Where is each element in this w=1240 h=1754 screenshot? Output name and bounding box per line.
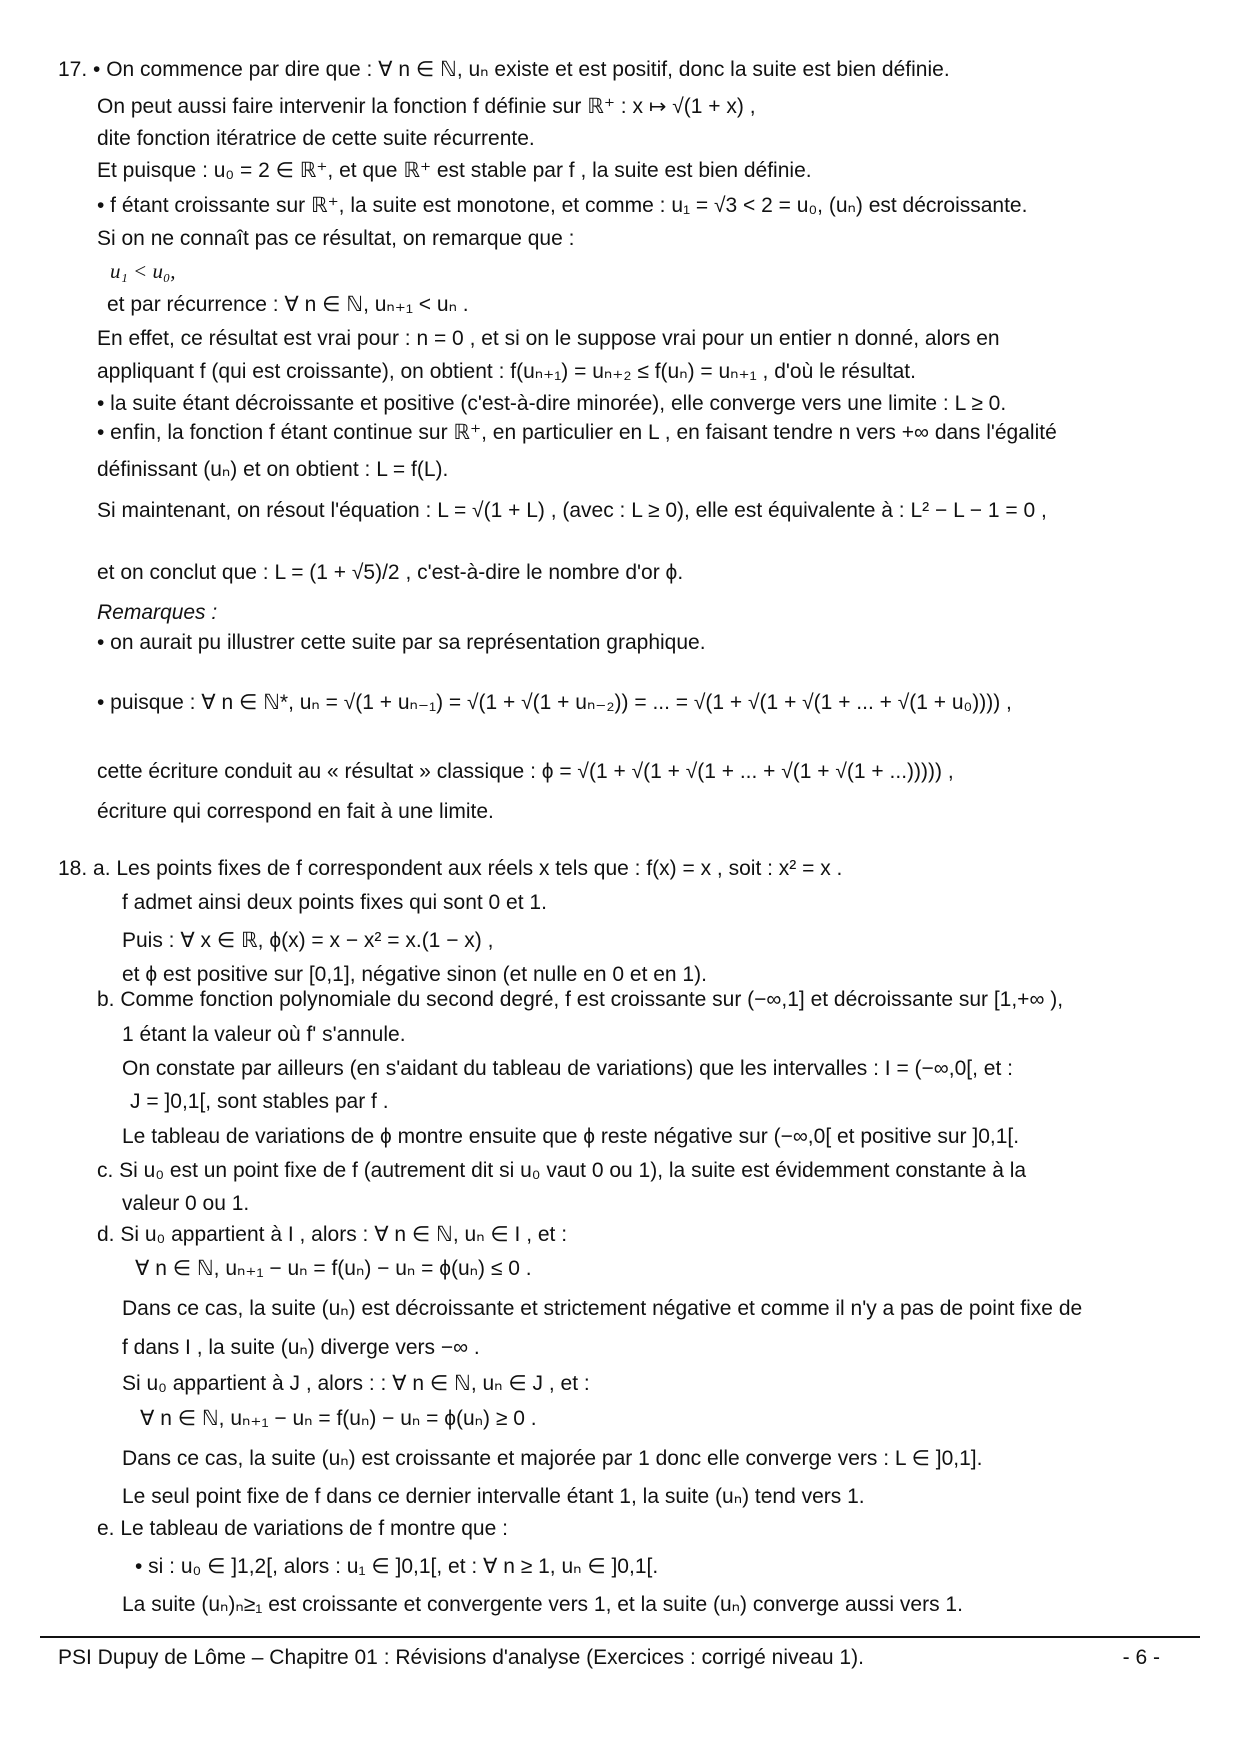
- ex17-line: • f étant croissante sur ℝ⁺, la suite est monotone, et comme : u₁ = √3 < 2 = u₀, (uₙ) est décroissante.: [97, 194, 1028, 217]
- ex17-line: En effet, ce résultat est vrai pour : n = 0 , et si on le suppose vrai pour un entier n donné, alors en: [97, 327, 1000, 350]
- ex18-line: 1 étant la valeur où f' s'annule.: [122, 1023, 406, 1046]
- ex17-line: • on aurait pu illustrer cette suite par sa représentation graphique.: [97, 631, 706, 654]
- ex18-line: f admet ainsi deux points fixes qui sont 0 et 1.: [122, 891, 547, 914]
- ex18-line: Le tableau de variations de ϕ montre ensuite que ϕ reste négative sur (−∞,0[ et positive sur ]0,1[.: [122, 1125, 1020, 1148]
- page-number: - 6 -: [1122, 1646, 1160, 1669]
- ex17-line: et on conclut que : L = (1 + √5)/2 , c'est-à-dire le nombre d'or ϕ.: [97, 561, 684, 584]
- footer-divider: [40, 1636, 1200, 1638]
- ex18-line: Le seul point fixe de f dans ce dernier intervalle étant 1, la suite (uₙ) tend vers 1.: [122, 1485, 865, 1508]
- ex18-line: d. Si u₀ appartient à I , alors : ∀ n ∈ ℕ, uₙ ∈ I , et :: [97, 1223, 568, 1246]
- ex17-line: Si on ne connaît pas ce résultat, on remarque que :: [97, 227, 575, 250]
- ex18-line: c. Si u₀ est un point fixe de f (autrement dit si u₀ vaut 0 ou 1), la suite est évidemment constante à la: [97, 1159, 1027, 1182]
- ex17-line: • puisque : ∀ n ∈ ℕ*, uₙ = √(1 + uₙ₋₁) = √(1 + √(1 + uₙ₋₂)) = ... = √(1 + √(1 + √(1 + ... + √(1 + u₀)))) ,: [97, 691, 1012, 714]
- ex17-line: 17. • On commence par dire que : ∀ n ∈ ℕ, uₙ existe et est positif, donc la suite est bien définie.: [58, 58, 950, 81]
- ex17-line: Si maintenant, on résout l'équation : L = √(1 + L) , (avec : L ≥ 0), elle est équivalente à : L² − L − 1 = 0 ,: [97, 499, 1047, 522]
- ex18-formula: ∀ n ∈ ℕ, uₙ₊₁ − uₙ = f(uₙ) − uₙ = ϕ(uₙ) ≤ 0 .: [135, 1257, 532, 1280]
- ex18-line: Si u₀ appartient à J , alors : : ∀ n ∈ ℕ, uₙ ∈ J , et :: [122, 1372, 590, 1395]
- ex18-line: On constate par ailleurs (en s'aidant du tableau de variations) que les intervalles : I = (−∞,0[, et :: [122, 1057, 1013, 1080]
- ex18-line: Dans ce cas, la suite (uₙ) est décroissante et strictement négative et comme il n'y a pas de point fixe de: [122, 1297, 1083, 1320]
- footer-title: PSI Dupuy de Lôme – Chapitre 01 : Révisions d'analyse (Exercices : corrigé niveau 1).: [58, 1646, 864, 1669]
- ex18-line: Dans ce cas, la suite (uₙ) est croissante et majorée par 1 donc elle converge vers : L ∈ ]0,1].: [122, 1447, 983, 1470]
- ex17-line: • la suite étant décroissante et positive (c'est-à-dire minorée), elle converge vers une limite : L ≥ 0.: [97, 392, 1007, 415]
- ex18-line: valeur 0 ou 1.: [122, 1192, 250, 1215]
- ex17-line: définissant (uₙ) et on obtient : L = f(L).: [97, 458, 449, 481]
- ex18-line: 18. a. Les points fixes de f correspondent aux réels x tels que : f(x) = x , soit : x² = x .: [58, 857, 843, 880]
- ex18-line: b. Comme fonction polynomiale du second degré, f est croissante sur (−∞,1] et décroissante sur [1,+∞ ),: [97, 988, 1064, 1011]
- ex18-line: Puis : ∀ x ∈ ℝ, ϕ(x) = x − x² = x.(1 − x) ,: [122, 929, 494, 952]
- ex18-line: La suite (uₙ)ₙ≥₁ est croissante et convergente vers 1, et la suite (uₙ) converge aussi vers 1.: [122, 1593, 963, 1616]
- remarks-heading: Remarques :: [97, 601, 218, 624]
- ex17-line: Et puisque : u₀ = 2 ∈ ℝ⁺, et que ℝ⁺ est stable par f , la suite est bien définie.: [97, 159, 812, 182]
- ex17-line: • enfin, la fonction f étant continue sur ℝ⁺, en particulier en L , en faisant tendre n vers +∞ dans l'égalité: [97, 421, 1057, 444]
- ex17-formula: u₁ < u₀,: [110, 259, 176, 283]
- ex17-line: On peut aussi faire intervenir la fonction f définie sur ℝ⁺ : x ↦ √(1 + x) ,: [97, 95, 756, 118]
- ex17-line: appliquant f (qui est croissante), on obtient : f(uₙ₊₁) = uₙ₊₂ ≤ f(uₙ) = uₙ₊₁ , d'où le résultat.: [97, 360, 916, 383]
- ex18-line: et ϕ est positive sur [0,1], négative sinon (et nulle en 0 et en 1).: [122, 963, 707, 986]
- ex18-line: e. Le tableau de variations de f montre que :: [97, 1517, 508, 1540]
- ex18-line: • si : u₀ ∈ ]1,2[, alors : u₁ ∈ ]0,1[, et : ∀ n ≥ 1, uₙ ∈ ]0,1[.: [135, 1555, 659, 1578]
- ex18-formula: ∀ n ∈ ℕ, uₙ₊₁ − uₙ = f(uₙ) − uₙ = ϕ(uₙ) ≥ 0 .: [140, 1407, 537, 1430]
- ex17-line: et par récurrence : ∀ n ∈ ℕ, uₙ₊₁ < uₙ .: [107, 293, 469, 316]
- ex18-line: J = ]0,1[, sont stables par f .: [130, 1090, 389, 1113]
- ex17-line: cette écriture conduit au « résultat » classique : ϕ = √(1 + √(1 + √(1 + ... + √(1 + √(1 + ...))))) ,: [97, 760, 954, 783]
- ex17-line: écriture qui correspond en fait à une limite.: [97, 800, 494, 823]
- ex18-line: f dans I , la suite (uₙ) diverge vers −∞ .: [122, 1336, 480, 1359]
- ex17-line: dite fonction itératrice de cette suite récurrente.: [97, 127, 535, 150]
